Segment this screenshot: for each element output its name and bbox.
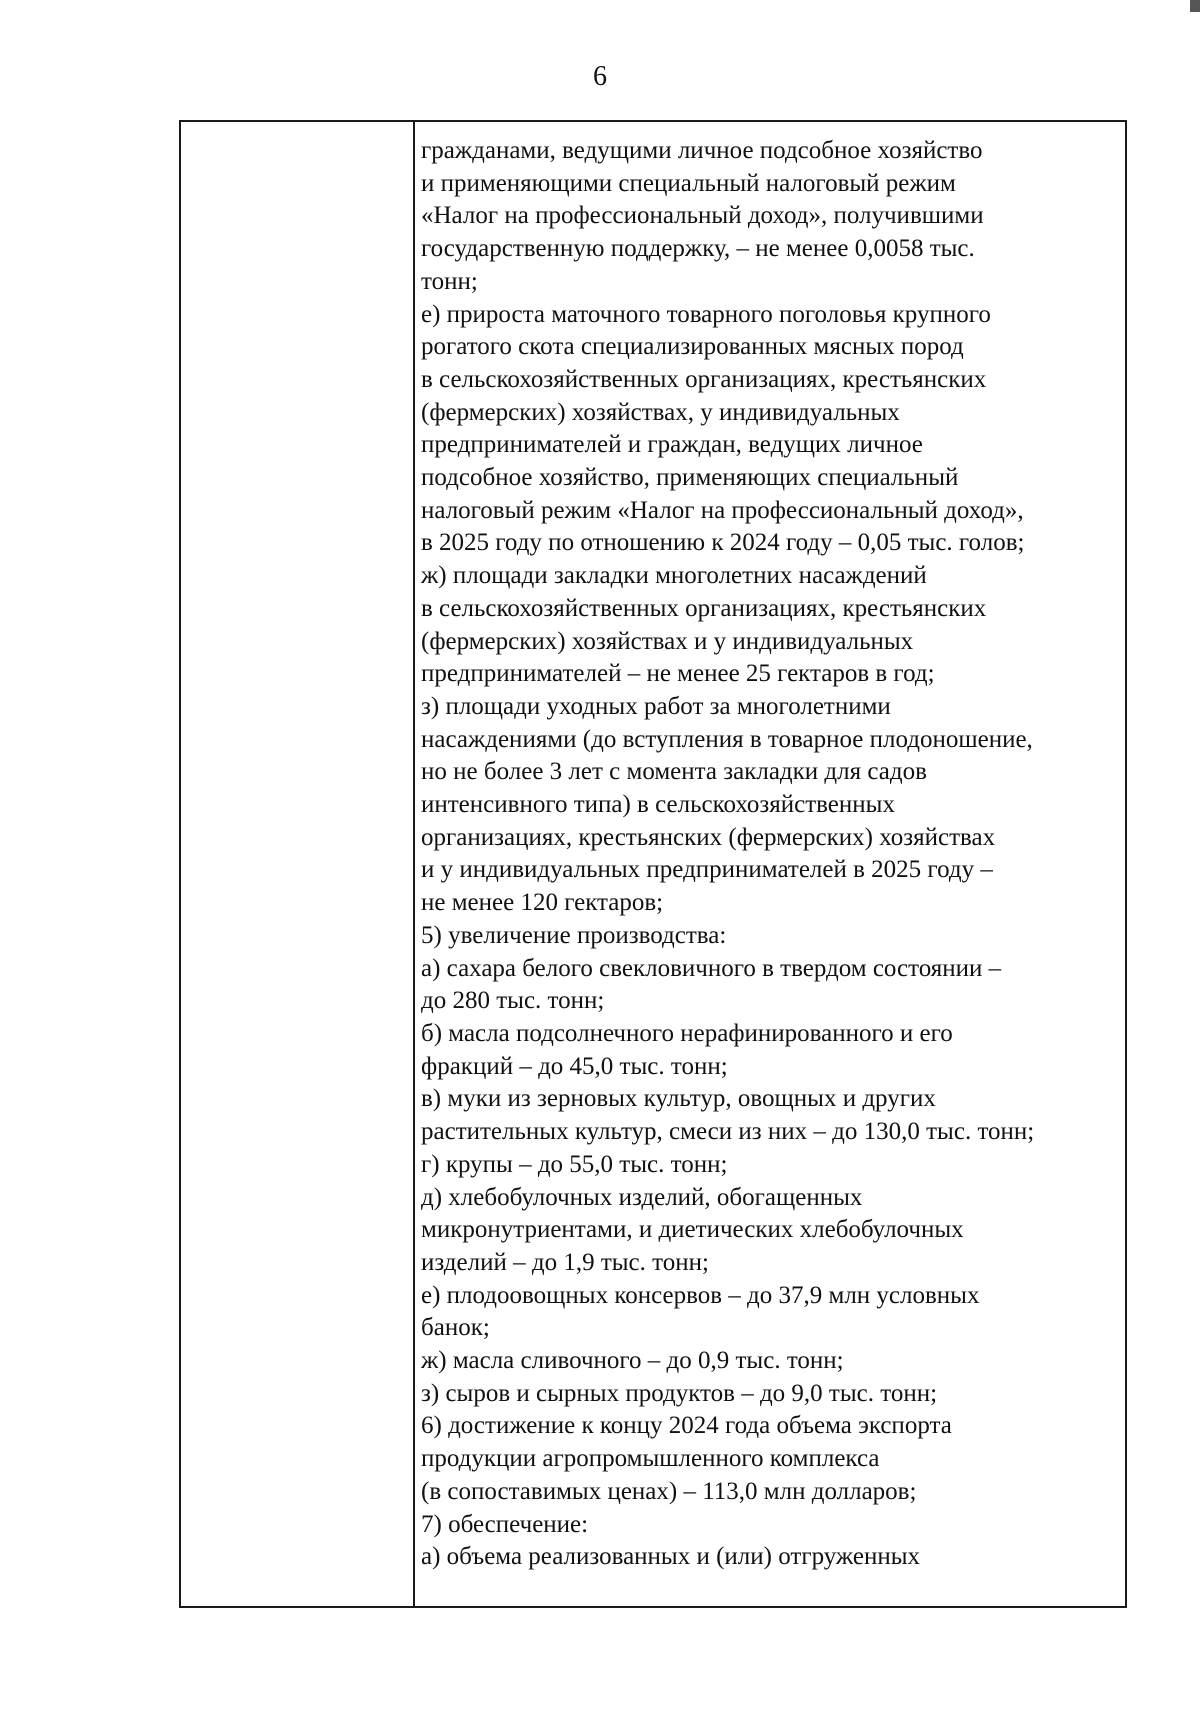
text-line: 7) обеспечение: — [421, 1510, 589, 1538]
text-line: в 2025 году по отношению к 2024 году – 0,05 тыс. голов; — [421, 529, 1025, 557]
text-line: 5) увеличение производства: — [421, 921, 727, 949]
text-line: г) крупы – до 55,0 тыс. тонн; — [421, 1150, 728, 1178]
text-line: рогатого скота специализированных мясных пород — [421, 333, 964, 361]
text-line: насаждениями (до вступления в товарное плодоношение, — [421, 725, 1033, 753]
text-line: «Налог на профессиональный доход», получившими — [421, 202, 984, 230]
text-line: (в сопоставимых ценах) – 113,0 млн долларов; — [421, 1477, 917, 1505]
text-line: до 280 тыс. тонн; — [421, 987, 605, 1015]
table-right-column — [415, 122, 1125, 1606]
text-line: з) площади уходных работ за многолетними — [421, 692, 891, 720]
table-left-column — [181, 122, 415, 1606]
text-line: предпринимателей и граждан, ведущих личное — [421, 431, 923, 459]
text-line: е) плодоовощных консервов – до 37,9 млн условных — [421, 1281, 980, 1309]
text-line: тонн; — [421, 267, 478, 295]
text-line: в сельскохозяйственных организациях, крестьянских — [421, 365, 987, 393]
text-line: з) сыров и сырных продуктов – до 9,0 тыс. тонн; — [421, 1379, 938, 1407]
text-line: а) сахара белого свекловичного в твердом состоянии – — [421, 954, 1002, 982]
text-line: б) масла подсолнечного нерафинированного и его — [421, 1019, 953, 1047]
text-line: растительных культур, смеси из них – до 130,0 тыс. тонн; — [421, 1118, 1035, 1146]
scan-edge-mark — [1190, 0, 1200, 12]
text-line: микронутриентами, и диетических хлебобулочных — [421, 1216, 964, 1244]
text-line: предпринимателей – не менее 25 гектаров в год; — [421, 660, 935, 688]
text-line: фракций – до 45,0 тыс. тонн; — [421, 1052, 728, 1080]
page-number: 6 — [593, 61, 607, 92]
text-line: ж) площади закладки многолетних насаждений — [421, 562, 927, 590]
text-line: но не более 3 лет с момента закладки для садов — [421, 758, 927, 786]
text-line: подсобное хозяйство, применяющих специальный — [421, 464, 959, 492]
text-line: в сельскохозяйственных организациях, крестьянских — [421, 594, 987, 622]
text-line: ж) масла сливочного – до 0,9 тыс. тонн; — [421, 1347, 844, 1375]
text-line: интенсивного типа) в сельскохозяйственных — [421, 791, 895, 819]
text-line: в) муки из зерновых культур, овощных и других — [421, 1085, 936, 1113]
text-line: 6) достижение к концу 2024 года объема экспорта — [421, 1412, 952, 1440]
text-line: налоговый режим «Налог на профессиональный доход», — [421, 496, 1024, 524]
text-line: государственную поддержку, – не менее 0,0058 тыс. — [421, 235, 975, 263]
text-line: е) прироста маточного товарного поголовья крупного — [421, 300, 991, 328]
text-line: и у индивидуальных предпринимателей в 2025 году – — [421, 856, 993, 884]
text-line: изделий – до 1,9 тыс. тонн; — [421, 1248, 709, 1276]
text-line: банок; — [421, 1314, 490, 1342]
text-line: (фермерских) хозяйствах, у индивидуальных — [421, 398, 900, 426]
text-line: и применяющими специальный налоговый режим — [421, 169, 956, 197]
text-line: а) объема реализованных и (или) отгруженных — [421, 1543, 921, 1571]
text-line: продукции агропромышленного комплекса — [421, 1445, 880, 1473]
text-line: гражданами, ведущими личное подсобное хозяйство — [421, 137, 983, 164]
document-table — [179, 120, 1127, 1608]
text-line: д) хлебобулочных изделий, обогащенных — [421, 1183, 863, 1211]
text-line: (фермерских) хозяйствах и у индивидуальных — [421, 627, 914, 655]
text-line: организациях, крестьянских (фермерских) хозяйствах — [421, 823, 996, 851]
text-line: не менее 120 гектаров; — [421, 889, 664, 917]
